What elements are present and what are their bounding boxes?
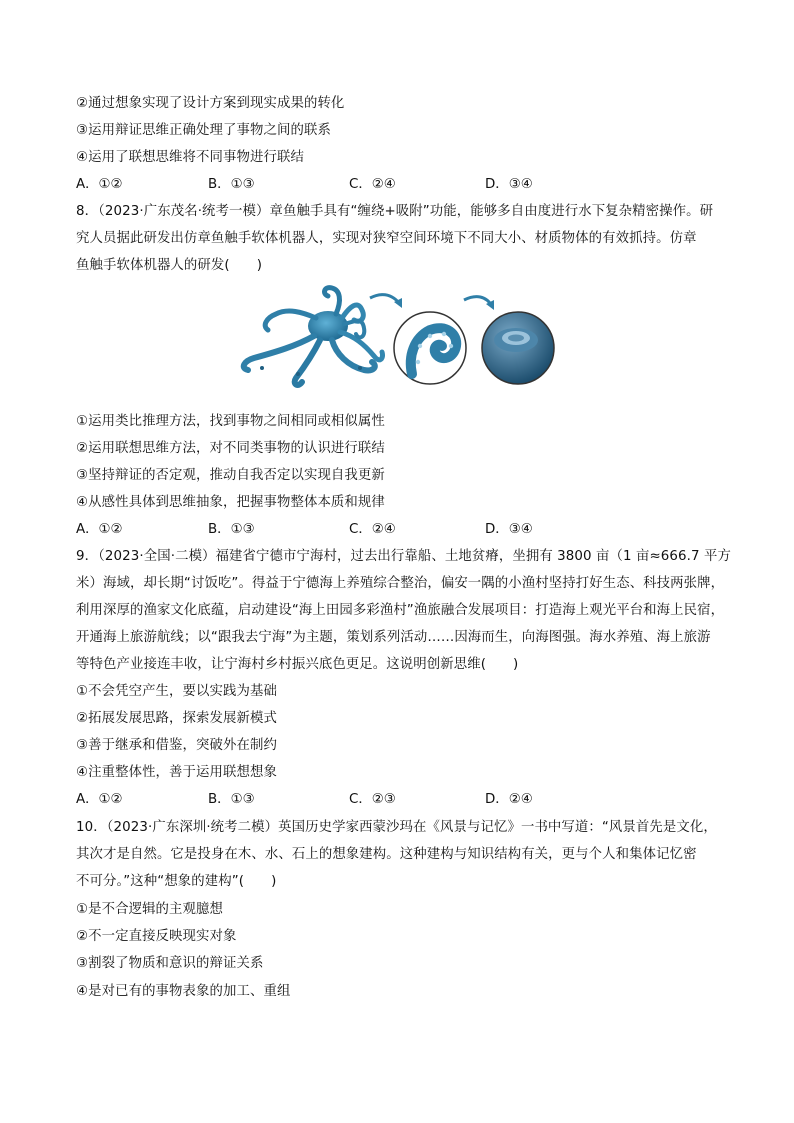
q8-choices [76,520,736,540]
octopus-tentacle-figure [236,282,566,392]
q10-option-2: ②不一定直接反映现实对象 [76,929,237,944]
q8-stem-line-3: 鱼触手软体机器人的研发( ) [76,258,263,273]
sucker-closeup-icon [482,312,554,384]
q9-choices [76,790,736,810]
q8-choice-d[interactable]: D．③④ [485,522,533,537]
q10-stem-line-3: 不可分。”这种“想象的建构”( ) [76,874,277,889]
q9-option-3: ③善于继承和借鉴，突破外在制约 [76,738,277,753]
q10-stem-line-1: 10．（2023·广东深圳·统考二模）英国历史学家西蒙沙玛在《风景与记忆》一书中写道：“风景首先是文化， [76,820,717,835]
q7-option-3: ③运用辩证思维正确处理了事物之间的联系 [76,123,331,138]
q10-option-3: ③割裂了物质和意识的辩证关系 [76,956,264,971]
q8-stem-line-2: 究人员据此研发出仿章鱼触手软体机器人，实现对狭窄空间环境下不同大小、材质物体的有效抓持。仿章 [76,231,697,246]
q8-choice-a[interactable]: A．①② [76,522,123,537]
q9-stem-line-5: 等特色产业接连丰收，让宁海村乡村振兴底色更足。这说明创新思维( ) [76,657,519,672]
q10-option-4: ④是对已有的事物表象的加工、重组 [76,984,291,999]
octopus-icon [244,288,383,385]
q7-choice-a[interactable]: A．①② [76,177,123,192]
tentacle-closeup-icon [394,312,466,384]
q8-option-2: ②运用联想思维方法，对不同类事物的认识进行联结 [76,441,385,456]
q9-stem-line-2: 米）海域，却长期“讨饭吃”。得益于宁德海上养殖综合整治，偏安一隅的小渔村坚持打好生态、科技两张牌， [76,576,725,591]
q7-choice-c[interactable]: C．②④ [349,177,396,192]
q9-stem-line-1: 9．（2023·全国·二模）福建省宁德市宁海村，过去出行靠船、土地贫瘠，坐拥有 3800 亩（1 亩≈666.7 平方 [76,549,731,564]
q10-option-1: ①是不合逻辑的主观臆想 [76,902,224,917]
q8-choice-c[interactable]: C．②④ [349,522,396,537]
q8-option-4: ④从感性具体到思维抽象，把握事物整体本质和规律 [76,495,385,510]
q9-option-4: ④注重整体性，善于运用联想想象 [76,765,277,780]
q9-choice-c[interactable]: C．②③ [349,792,396,807]
q9-option-2: ②拓展发展思路，探索发展新模式 [76,711,277,726]
q9-choice-a[interactable]: A．①② [76,792,123,807]
q7-option-4: ④运用了联想思维将不同事物进行联结 [76,150,304,165]
q9-option-1: ①不会凭空产生，要以实践为基础 [76,684,277,699]
q9-stem-line-4: 开通海上旅游航线；以“跟我去宁海”为主题，策划系列活动……因海而生，向海图强。海水养殖、海上旅游 [76,630,711,645]
q7-choice-d[interactable]: D．③④ [485,177,533,192]
q7-choice-b[interactable]: B．①③ [208,177,255,192]
q10-stem-line-2: 其次才是自然。它是投身在木、水、石上的想象建构。这种建构与知识结构有关，更与个人和集体记忆密 [76,847,697,862]
octopus-illustration [236,282,566,392]
q9-choice-b[interactable]: B．①③ [208,792,255,807]
q7-choices [76,175,736,195]
q8-choice-b[interactable]: B．①③ [208,522,255,537]
q8-stem-line-1: 8．（2023·广东茂名·统考一模）章鱼触手具有“缠绕+吸附”功能，能够多自由度进行水下复杂精密操作。研 [76,204,714,219]
q7-option-2: ②通过想象实现了设计方案到现实成果的转化 [76,96,345,111]
q9-stem-line-3: 利用深厚的渔家文化底蕴，启动建设“海上田园多彩渔村”渔旅融合发展项目：打造海上观光平台和海上民宿， [76,603,725,618]
q8-option-1: ①运用类比推理方法，找到事物之间相同或相似属性 [76,414,385,429]
q9-choice-d[interactable]: D．②④ [485,792,533,807]
q8-option-3: ③坚持辩证的否定观，推动自我否定以实现自我更新 [76,468,385,483]
